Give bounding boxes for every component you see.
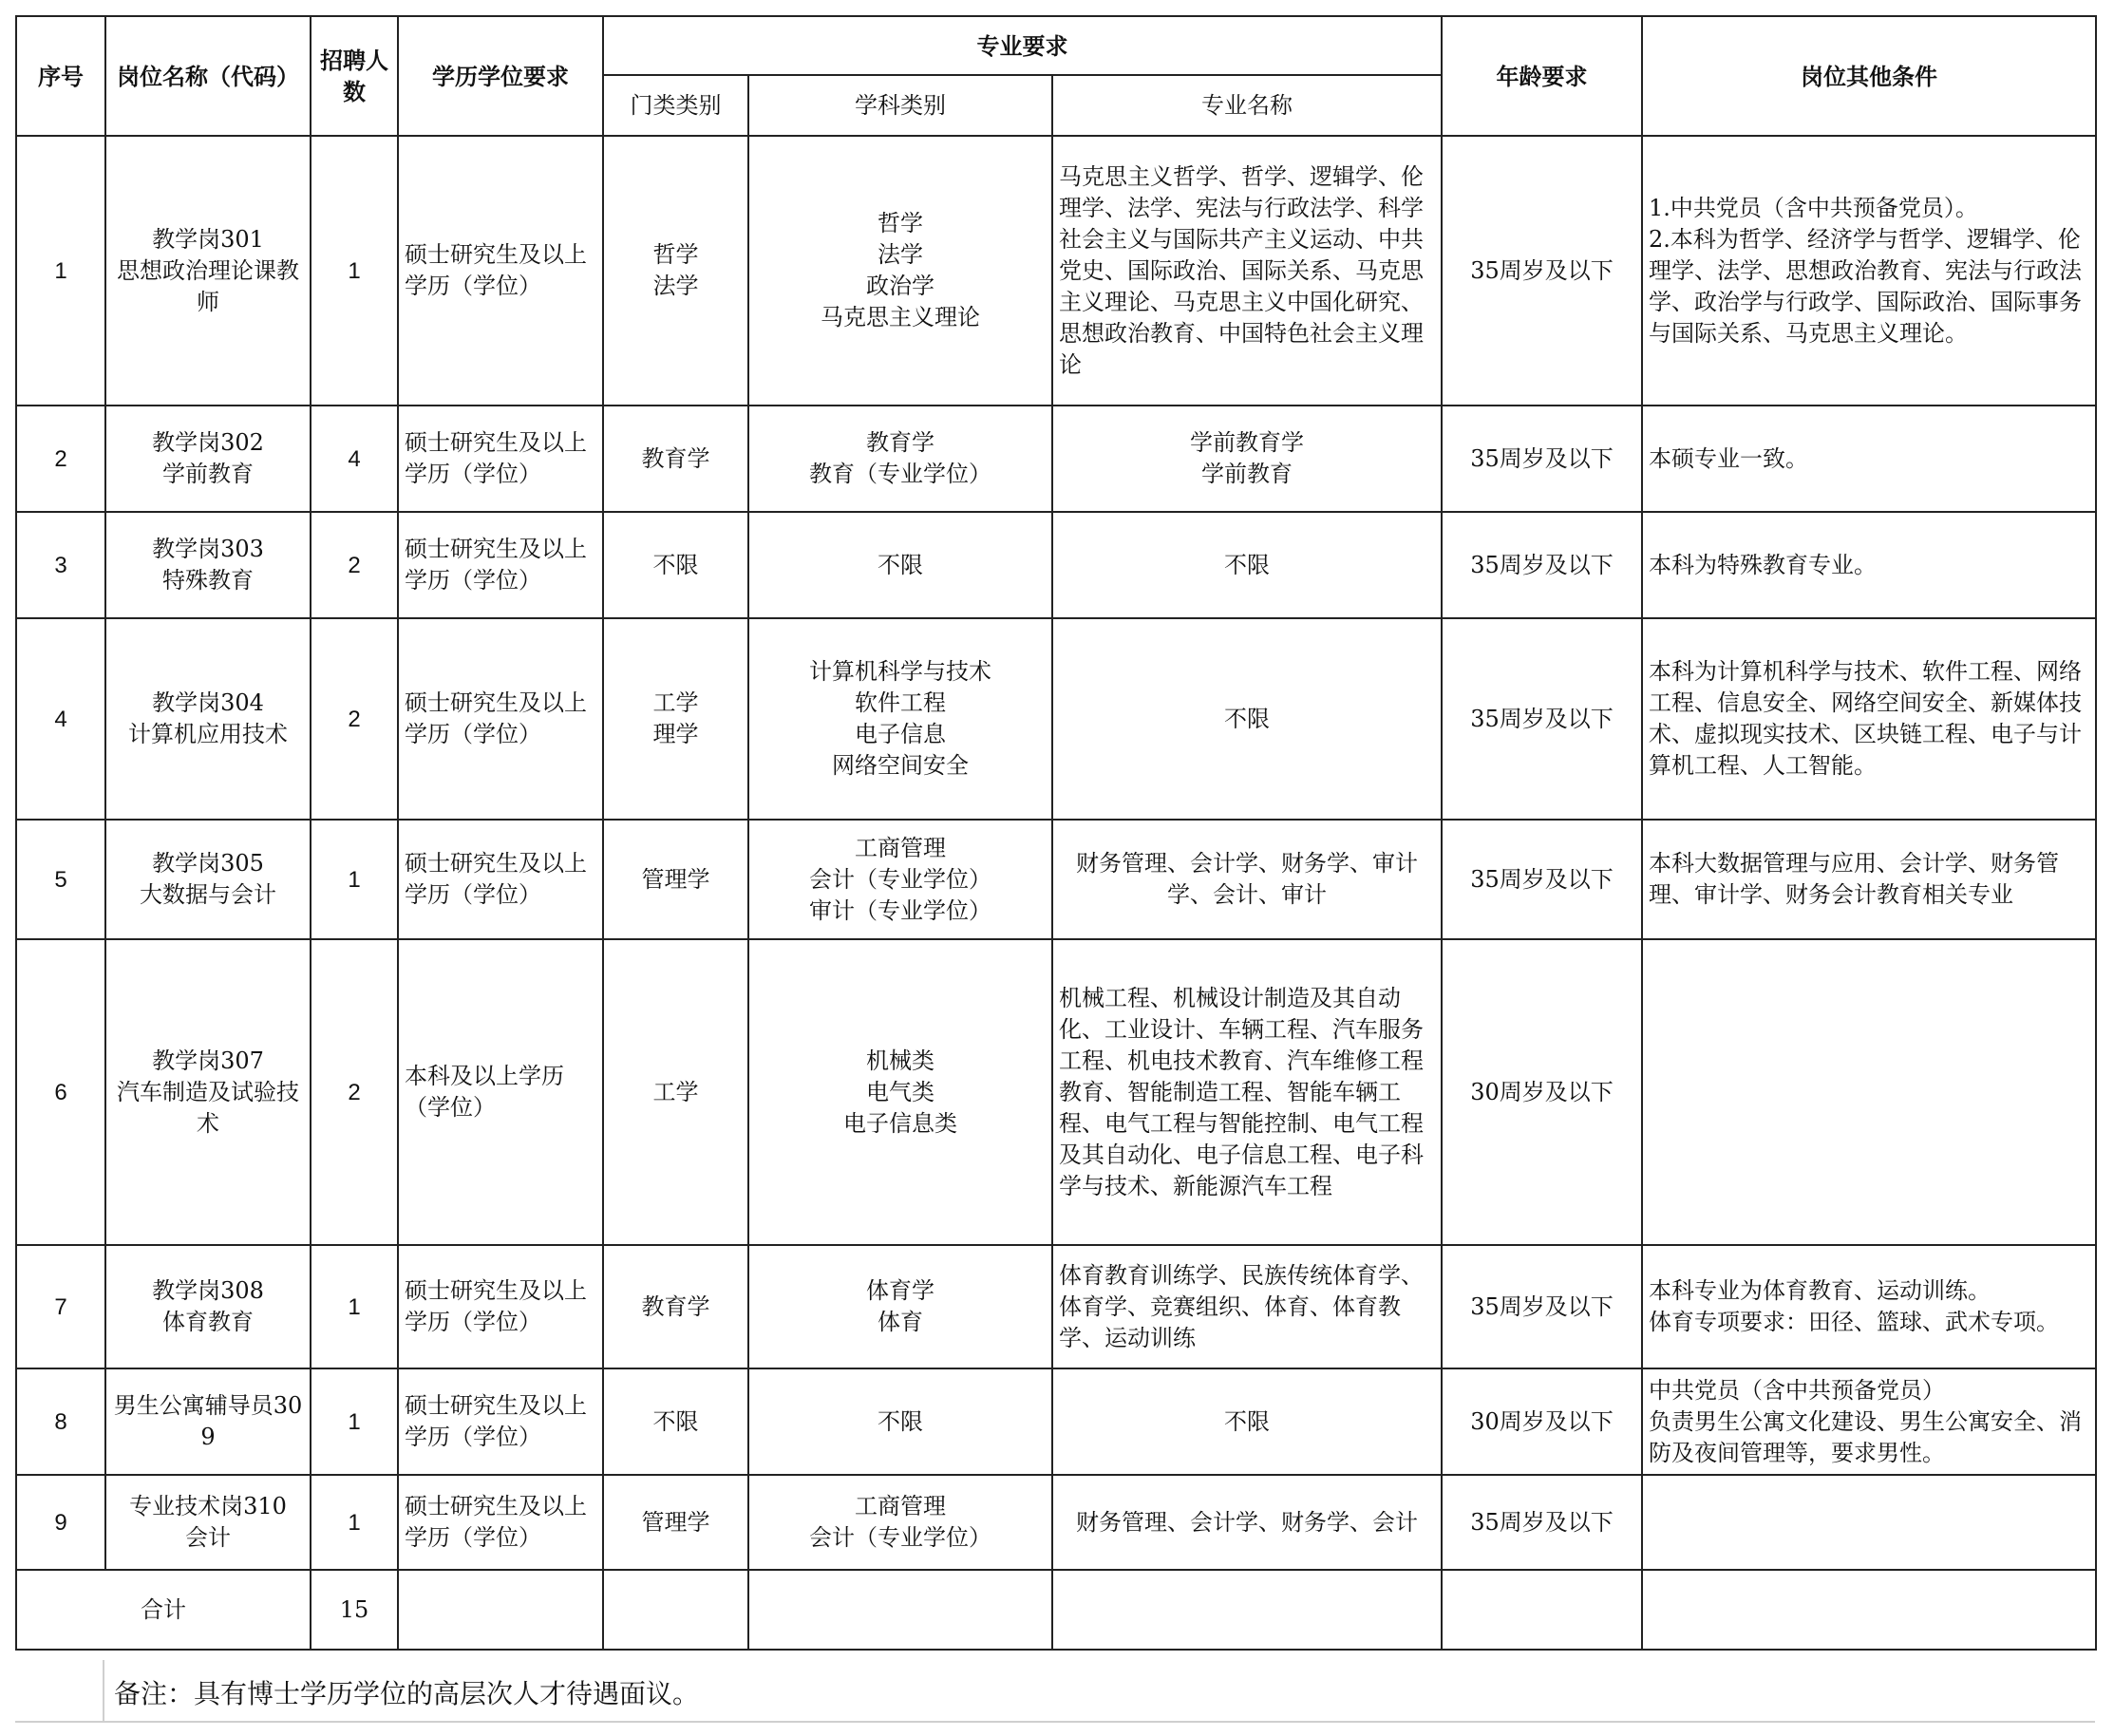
cell-seq: 4 [16,618,105,820]
cell-position: 教学岗307 汽车制造及试验技术 [105,939,311,1245]
cell-major-name: 财务管理、会计学、财务学、审计学、会计、审计 [1052,820,1442,939]
cell-seq: 8 [16,1368,105,1475]
empty-cell [1642,1570,2096,1650]
cell-count: 1 [311,820,398,939]
total-label: 合计 [16,1570,311,1650]
cell-category: 教育学 [603,406,748,512]
recruitment-table [15,15,2097,1651]
cell-discipline: 不限 [748,512,1052,618]
cell-seq: 2 [16,406,105,512]
cell-other: 本科为计算机科学与技术、软件工程、网络工程、信息安全、网络空间安全、新媒体技术、虚拟现实技术、区块链工程、电子与计算机工程、人工智能。 [1642,618,2096,820]
cell-discipline: 计算机科学与技术 软件工程 电子信息 网络空间安全 [748,618,1052,820]
cell-major-name: 体育教育训练学、民族传统体育学、体育学、竞赛组织、体育、体育教学、运动训练 [1052,1245,1442,1368]
cell-position: 教学岗308 体育教育 [105,1245,311,1368]
cell-category: 管理学 [603,1475,748,1570]
cell-other: 中共党员（含中共预备党员） 负责男生公寓文化建设、男生公寓安全、消防及夜间管理等，要求男性。 [1642,1368,2096,1475]
note-gutter [15,1660,104,1721]
header-discipline: 学科类别 [748,75,1052,136]
table-row [16,939,2096,1245]
cell-education: 硕士研究生及以上学历（学位） [398,618,603,820]
cell-other [1642,1475,2096,1570]
note-row [15,1660,2095,1723]
cell-major-name: 马克思主义哲学、哲学、逻辑学、伦理学、法学、宪法与行政法学、科学社会主义与国际共产主义运动、中共党史、国际政治、国际关系、马克思主义理论、马克思主义中国化研究、思想政治教育、中国特色社会主义理论 [1052,136,1442,406]
total-count: 15 [311,1570,398,1650]
cell-count: 2 [311,939,398,1245]
cell-position: 教学岗304 计算机应用技术 [105,618,311,820]
cell-seq: 5 [16,820,105,939]
cell-category: 工学 理学 [603,618,748,820]
cell-other [1642,939,2096,1245]
cell-position: 教学岗302 学前教育 [105,406,311,512]
cell-count: 1 [311,1475,398,1570]
header-count: 招聘人数 [311,16,398,136]
cell-category: 不限 [603,1368,748,1475]
table-row [16,512,2096,618]
table-header [16,16,2096,136]
table-row [16,1245,2096,1368]
cell-count: 1 [311,1368,398,1475]
cell-seq: 6 [16,939,105,1245]
header-major-name: 专业名称 [1052,75,1442,136]
cell-category: 哲学 法学 [603,136,748,406]
cell-discipline: 工商管理 会计（专业学位） 审计（专业学位） [748,820,1052,939]
header-position: 岗位名称（代码） [105,16,311,136]
cell-discipline: 教育学 教育（专业学位） [748,406,1052,512]
cell-seq: 7 [16,1245,105,1368]
cell-seq: 1 [16,136,105,406]
cell-education: 硕士研究生及以上学历（学位） [398,1245,603,1368]
cell-discipline: 机械类 电气类 电子信息类 [748,939,1052,1245]
cell-seq: 9 [16,1475,105,1570]
cell-category: 工学 [603,939,748,1245]
cell-age: 30周岁及以下 [1442,939,1642,1245]
cell-major-name: 不限 [1052,1368,1442,1475]
table-body [16,136,2096,1650]
cell-category: 管理学 [603,820,748,939]
cell-education: 硕士研究生及以上学历（学位） [398,820,603,939]
cell-position: 教学岗301 思想政治理论课教师 [105,136,311,406]
cell-position: 教学岗305 大数据与会计 [105,820,311,939]
cell-education: 硕士研究生及以上学历（学位） [398,1475,603,1570]
cell-other: 本科为特殊教育专业。 [1642,512,2096,618]
table-total-row [16,1570,2096,1650]
cell-count: 4 [311,406,398,512]
cell-other: 本硕专业一致。 [1642,406,2096,512]
cell-count: 1 [311,1245,398,1368]
empty-cell [748,1570,1052,1650]
cell-count: 2 [311,512,398,618]
cell-category: 教育学 [603,1245,748,1368]
cell-age: 30周岁及以下 [1442,1368,1642,1475]
cell-age: 35周岁及以下 [1442,136,1642,406]
header-other: 岗位其他条件 [1642,16,2096,136]
cell-position: 教学岗303 特殊教育 [105,512,311,618]
table-row [16,136,2096,406]
cell-other: 本科专业为体育教育、运动训练。 体育专项要求：田径、篮球、武术专项。 [1642,1245,2096,1368]
cell-other: 1.中共党员（含中共预备党员）。 2.本科为哲学、经济学与哲学、逻辑学、伦理学、法学、思想政治教育、宪法与行政法学、政治学与行政学、国际政治、国际事务与国际关系、马克思主义理论。 [1642,136,2096,406]
cell-position: 专业技术岗310 会计 [105,1475,311,1570]
empty-cell [1442,1570,1642,1650]
cell-age: 35周岁及以下 [1442,406,1642,512]
header-age: 年龄要求 [1442,16,1642,136]
table-row [16,820,2096,939]
empty-cell [603,1570,748,1650]
cell-discipline: 工商管理 会计（专业学位） [748,1475,1052,1570]
cell-age: 35周岁及以下 [1442,1245,1642,1368]
header-major-group: 专业要求 [603,16,1442,75]
cell-major-name: 机械工程、机械设计制造及其自动化、工业设计、车辆工程、汽车服务工程、机电技术教育、汽车维修工程教育、智能制造工程、智能车辆工程、电气工程与智能控制、电气工程及其自动化、电子信息工程、电子科学与技术、新能源汽车工程 [1052,939,1442,1245]
cell-major-name: 不限 [1052,512,1442,618]
cell-age: 35周岁及以下 [1442,618,1642,820]
empty-cell [1052,1570,1442,1650]
cell-education: 硕士研究生及以上学历（学位） [398,1368,603,1475]
header-education: 学历学位要求 [398,16,603,136]
cell-education: 硕士研究生及以上学历（学位） [398,512,603,618]
cell-education: 硕士研究生及以上学历（学位） [398,136,603,406]
header-category: 门类类别 [603,75,748,136]
cell-category: 不限 [603,512,748,618]
cell-age: 35周岁及以下 [1442,512,1642,618]
cell-age: 35周岁及以下 [1442,820,1642,939]
cell-position: 男生公寓辅导员309 [105,1368,311,1475]
note-text: 备注：具有博士学历学位的高层次人才待遇面议。 [114,1678,700,1709]
table-row [16,618,2096,820]
cell-count: 1 [311,136,398,406]
cell-discipline: 体育学 体育 [748,1245,1052,1368]
cell-discipline: 不限 [748,1368,1052,1475]
table-row [16,1475,2096,1570]
table-row [16,1368,2096,1475]
header-seq: 序号 [16,16,105,136]
cell-age: 35周岁及以下 [1442,1475,1642,1570]
cell-education: 硕士研究生及以上学历（学位） [398,406,603,512]
cell-count: 2 [311,618,398,820]
cell-discipline: 哲学 法学 政治学 马克思主义理论 [748,136,1052,406]
recruitment-table-sheet [15,15,2095,1651]
cell-seq: 3 [16,512,105,618]
cell-major-name: 财务管理、会计学、财务学、会计 [1052,1475,1442,1570]
empty-cell [398,1570,603,1650]
table-row [16,406,2096,512]
cell-other: 本科大数据管理与应用、会计学、财务管理、审计学、财务会计教育相关专业 [1642,820,2096,939]
cell-major-name: 学前教育学 学前教育 [1052,406,1442,512]
cell-major-name: 不限 [1052,618,1442,820]
cell-education: 本科及以上学历（学位） [398,939,603,1245]
